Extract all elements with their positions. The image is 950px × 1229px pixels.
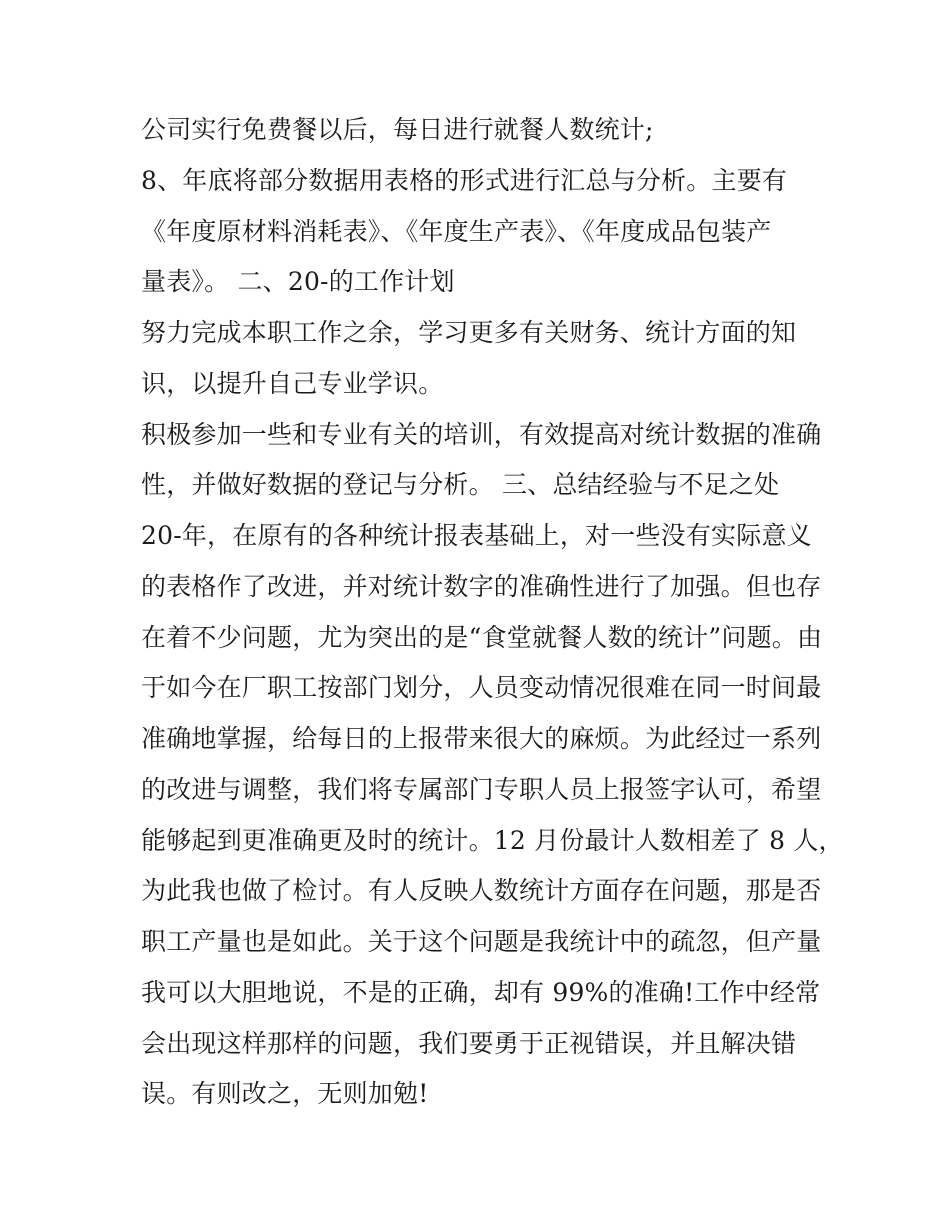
text-line: 能够起到更准确更及时的统计。12 月份最计人数相差了 8 人， [141, 826, 844, 855]
text-line: 量表》。 二、20-的工作计划 [141, 267, 455, 296]
text-line: 为此我也做了检讨。有人反映人数统计方面存在问题，那是否 [141, 876, 822, 905]
text-line: 于如今在厂职工按部门划分，人员变动情况很难在同一时间最 [141, 673, 822, 702]
text-line: 8、年底将部分数据用表格的形式进行汇总与分析。主要有 [141, 166, 788, 195]
text-line: 识，以提升自己专业学识。 [141, 369, 444, 398]
text-line: 公司实行免费餐以后，每日进行就餐人数统计; [141, 115, 654, 144]
text-line: 误。有则改之，无则加勉! [141, 1079, 429, 1108]
text-line: 职工产量也是如此。关于这个问题是我统计中的疏忽，但产量 [141, 927, 822, 956]
text-line: 在着不少问题，尤为突出的是“食堂就餐人数的统计”问题。由 [141, 623, 823, 652]
text-line: 努力完成本职工作之余，学习更多有关财务、统计方面的知 [141, 318, 797, 347]
text-line: 准确地掌握，给每日的上报带来很大的麻烦。为此经过一系列 [141, 724, 822, 753]
text-line: 20-年，在原有的各种统计报表基础上，对一些没有实际意义 [141, 521, 812, 550]
text-line: 性，并做好数据的登记与分析。 三、总结经验与不足之处 [141, 470, 780, 499]
text-line: 会出现这样那样的问题，我们要勇于正视错误，并且解决错 [141, 1029, 797, 1058]
text-line: 积极参加一些和专业有关的培训，有效提高对统计数据的准确 [141, 420, 822, 449]
text-line: 我可以大胆地说，不是的正确，却有 99%的准确!工作中经常 [141, 978, 821, 1007]
text-line: 《年度原材料消耗表》、《年度生产表》、《年度成品包装产 [141, 217, 772, 246]
text-line: 的表格作了改进，并对统计数字的准确性进行了加强。但也存 [141, 572, 822, 601]
text-line: 的改进与调整，我们将专属部门专职人员上报签字认可，希望 [141, 775, 822, 804]
